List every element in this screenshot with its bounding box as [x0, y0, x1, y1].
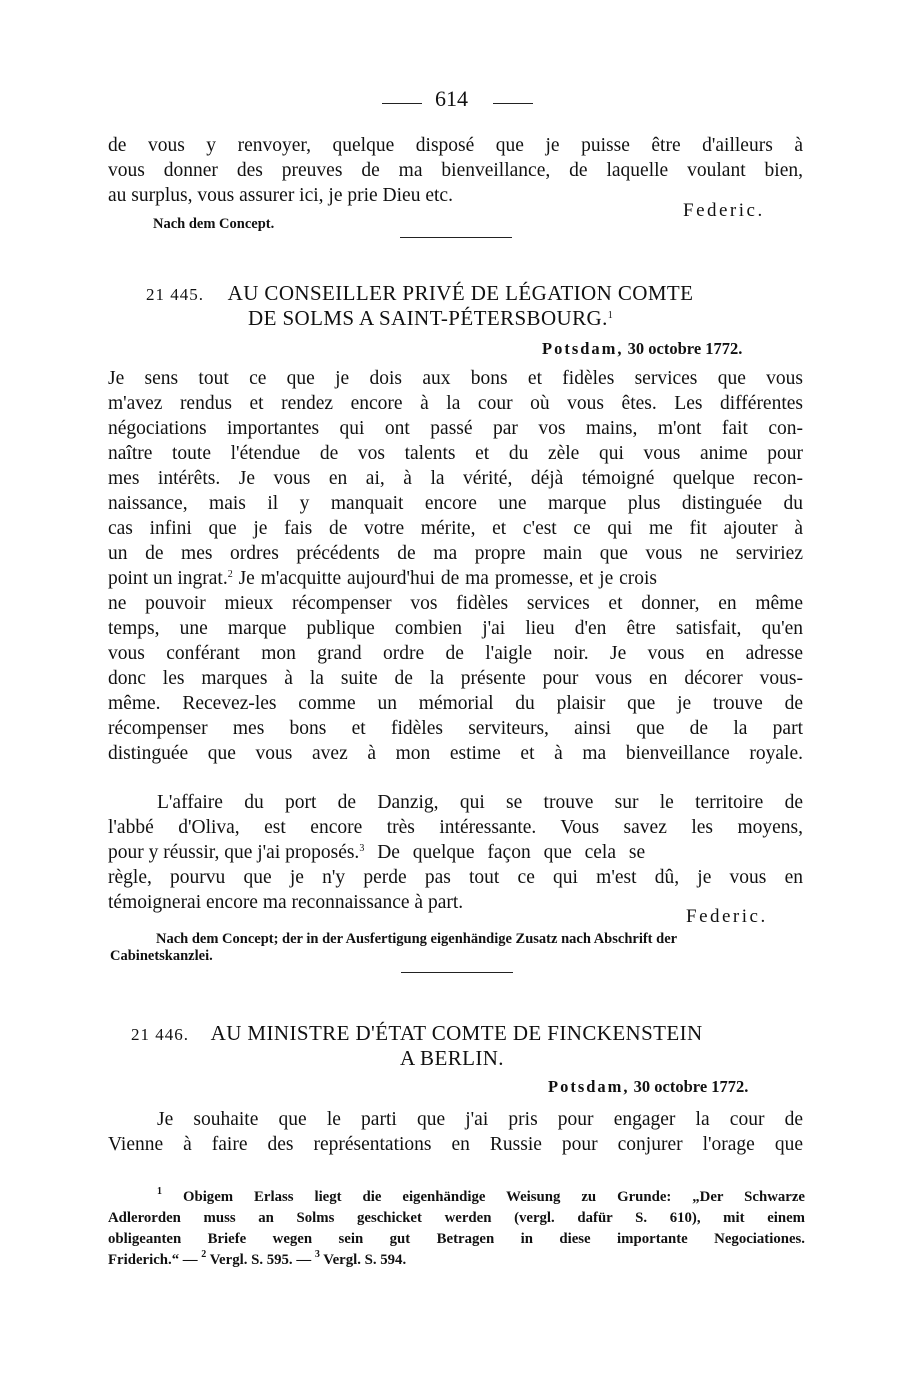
- footnote-1-marker: 1: [157, 1186, 162, 1197]
- letter-21446-date-place: Potsdam,: [548, 1077, 630, 1096]
- page-number: 614: [435, 86, 468, 111]
- letter-21446-heading-line-2: A BERLIN.: [400, 1046, 504, 1070]
- letter-21445-p1-line-5: mes intérêts. Je vous en ai, à la vérité, déjà témoigné quelque recon-: [108, 468, 803, 489]
- letter-21445-p2-line-2: l'abbé d'Oliva, est encore très intéressante. Vous savez les moyens,: [108, 817, 803, 838]
- letter-21446-date: [548, 1077, 748, 1097]
- letter-21445-signature: Federic.: [686, 906, 768, 927]
- footnote-1-text-4: Friderich.“ —: [108, 1252, 198, 1268]
- letter-21445-heading-text-2: DE SOLMS A SAINT-PÉTERSBOURG.: [248, 306, 608, 330]
- footnote-ref-1[interactable]: 1: [607, 310, 614, 321]
- letter-21445-p1-line-13: donc les marques à la suite de la présente pour vous en décorer vous-: [108, 668, 803, 689]
- footnote-3-marker: 3: [314, 1249, 320, 1260]
- letter-21445-p2-line-1: L'affaire du port de Danzig, qui se trouve sur le territoire de: [157, 792, 803, 813]
- letter-21445-p1-line-14: même. Recevez-les comme un mémorial du plaisir que je trouve de: [108, 693, 803, 714]
- header-rule-left: [382, 103, 422, 104]
- footnote-ref-2[interactable]: 2: [227, 569, 233, 580]
- letter-21446-heading-text-1: AU MINISTRE D'ÉTAT COMTE DE FINCKENSTEIN: [210, 1021, 703, 1045]
- letter-21446-p1-line-2: Vienne à faire des représentations en Russie pour conjurer l'orage que: [108, 1134, 803, 1155]
- letter-21445-p1-line-3: négociations importantes qui ont passé par vos mains, m'ont fait con-: [108, 418, 803, 439]
- footnote-2-marker: 2: [201, 1249, 207, 1260]
- letter-21445-p1-line-15: récompenser mes bons et fidèles serviteurs, ainsi que de la part: [108, 718, 803, 739]
- letter-21445-heading-line-2: [248, 306, 613, 331]
- letter-21446-date-text: 30 octobre 1772.: [633, 1077, 749, 1096]
- letter-21445-p1-line-12: vous conférant mon grand ordre de l'aigle noir. Je vous en adresse: [108, 643, 803, 664]
- letter-21445-source-note-1: Nach dem Concept; der in der Ausfertigung eigenhändige Zusatz nach Abschrift der: [156, 931, 678, 947]
- letter-21445-p2-line-3a: pour y réussir, que j'ai proposés.: [108, 842, 360, 863]
- footnote-2-text: Vergl. S. 595. —: [209, 1252, 312, 1268]
- letter-21445-heading-text-1: AU CONSEILLER PRIVÉ DE LÉGATION COMTE: [227, 281, 694, 305]
- letter-21445-p2-line-5: témoignerai encore ma reconnaissance à part.: [108, 892, 464, 913]
- letter-21445-p1-line-11: temps, une marque publique combien j'ai lieu d'en être satisfait, qu'en: [108, 618, 803, 639]
- letter-21445-p2-line-3: [108, 840, 803, 865]
- letter-21445-p1-line-9a: point un ingrat.: [108, 568, 228, 589]
- letter-21445-p1-line-10: ne pouvoir mieux récompenser vos fidèles services et donner, en même: [108, 593, 803, 614]
- letter-21445-date: [542, 339, 742, 359]
- intro-line-1: de vous y renvoyer, quelque disposé que je puisse être d'ailleurs à: [108, 135, 803, 156]
- footnote-1-line-3: obligeanten Briefe wegen sein gut Betragen in diese importante Negociationes.: [108, 1231, 805, 1247]
- intro-line-2: vous donner des preuves de ma bienveillance, de laquelle voulant bien,: [108, 160, 803, 181]
- section-divider-1: [400, 237, 512, 238]
- letter-21445-p1-line-2: m'avez rendus et rendez encore à la cour où vous êtes. Les différentes: [108, 393, 803, 414]
- letter-21445-p1-line-16: distinguée que vous avez à mon estime et à ma bienveillance royale.: [108, 743, 803, 764]
- letter-21445-p1-line-1: [108, 366, 803, 391]
- letter-21445-p1-line-8: un de mes ordres précédents de ma propre main que vous ne serviriez: [108, 543, 803, 564]
- letter-21445-p1-line-4: naître toute l'étendue de vos talents et du zèle qui vous anime pour: [108, 443, 803, 464]
- letter-21445-p1-line-9: [108, 566, 803, 591]
- letter-21445-p1-line-1-text: Je sens tout ce que je dois aux bons et fidèles services que vous: [108, 368, 803, 389]
- intro-line-3: au surplus, vous assurer ici, je prie Dieu etc.: [108, 185, 453, 206]
- letter-21445-number: 21 445.: [146, 285, 204, 304]
- footnote-1-line-2: Adlerorden muss an Solms geschicket werden (vergl. dafür S. 610), mit einem: [108, 1210, 805, 1226]
- letter-21445-p2-line-3b: De quelque façon que cela se: [364, 842, 646, 863]
- letter-21446-number: 21 446.: [131, 1025, 189, 1044]
- header-rule-right: [493, 103, 533, 104]
- letter-21445-date-place: Potsdam,: [542, 339, 624, 358]
- letter-21446-heading-line-1: [131, 1021, 703, 1047]
- letter-21445-p1-line-7: cas infini que je fais de votre mérite, et c'est ce qui me fit ajouter à: [108, 518, 803, 539]
- section-divider-2: [401, 972, 513, 973]
- footnote-1-line-1: [157, 1187, 805, 1208]
- letter-21445-source-note-2: Cabinetskanzlei.: [110, 948, 213, 964]
- footnote-line-4: [108, 1250, 805, 1271]
- letter-21446-p1-line-1: Je souhaite que le parti que j'ai pris pour engager la cour de: [157, 1109, 803, 1130]
- letter-21445-p1-line-6: naissance, mais il y manquait encore une marque plus distinguée du: [108, 493, 803, 514]
- footnote-ref-3[interactable]: 3: [359, 843, 365, 854]
- intro-signature: Federic.: [683, 200, 765, 221]
- letter-21445-p2-line-4: règle, pourvu que je n'y perde pas tout ce qui m'est dû, je vous en: [108, 867, 803, 888]
- footnote-1-text-1: Obigem Erlass liegt die eigenhändige Weisung zu Grunde: „Der Schwarze: [182, 1189, 805, 1205]
- letter-21445-p1-line-9b: Je m'acquitte aujourd'hui de ma promesse, et je crois: [232, 568, 658, 589]
- intro-source-note: Nach dem Concept.: [153, 216, 275, 232]
- letter-21445-heading-line-1: [146, 281, 693, 307]
- footnote-3-text: Vergl. S. 594.: [323, 1252, 407, 1268]
- letter-21445-date-text: 30 octobre 1772.: [627, 339, 743, 358]
